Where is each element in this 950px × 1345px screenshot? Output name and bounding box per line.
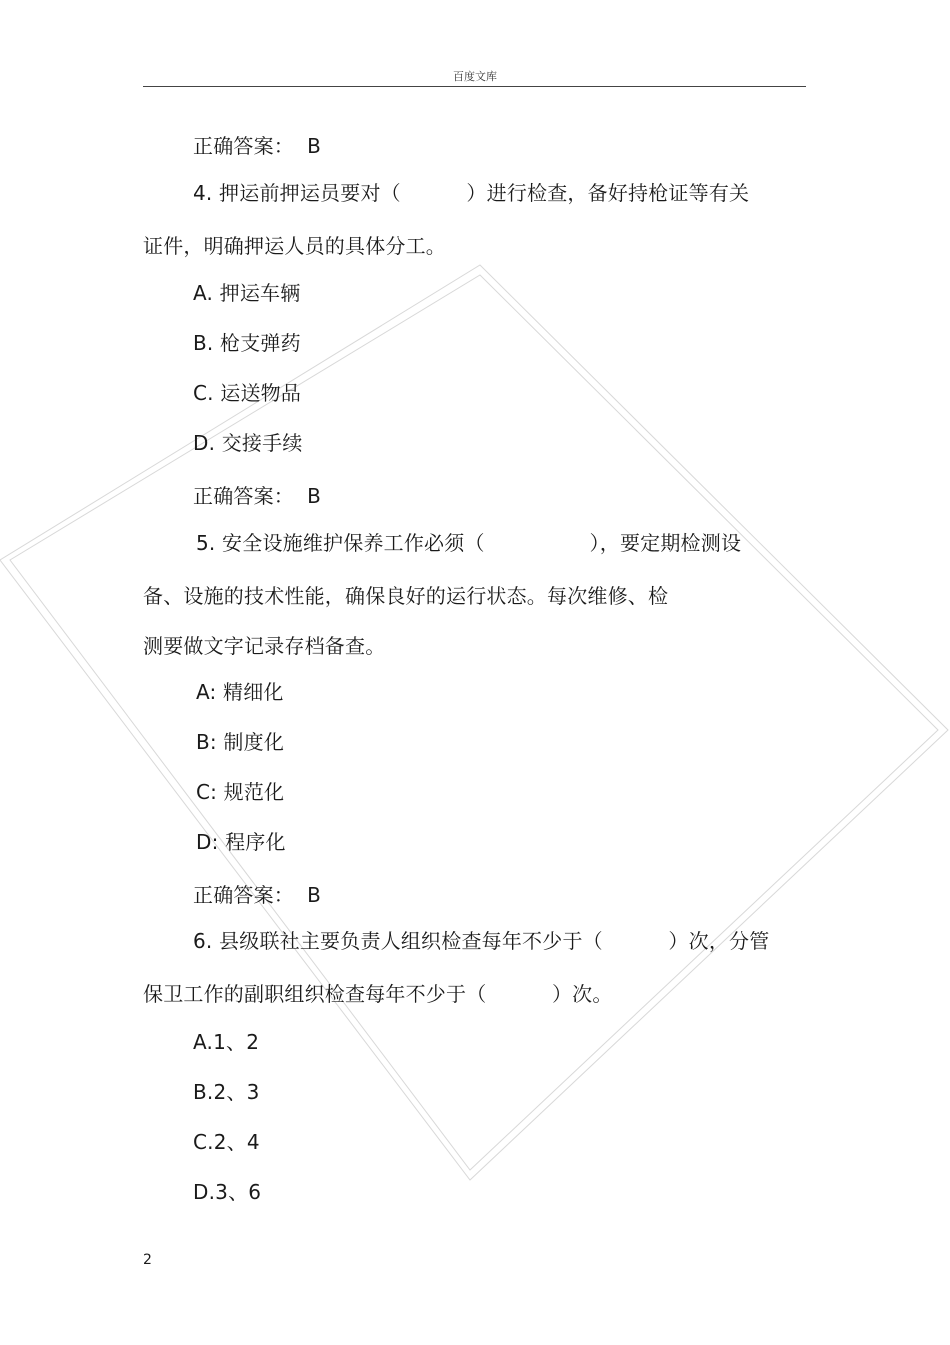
header-title: 百度文库 (453, 70, 497, 83)
header-divider (143, 86, 806, 87)
question-4-line-1: 4. 押运前押运员要对（ ）进行检查，备好持枪证等有关 (193, 181, 750, 205)
option-d: D. 交接手续 (193, 431, 303, 455)
option-a: A.1、2 (193, 1030, 260, 1054)
option-b: B: 制度化 (196, 730, 285, 754)
question-5-line-1: 5. 安全设施维护保养工作必须（ ），要定期检测设 (196, 531, 742, 555)
option-a: A: 精细化 (196, 680, 284, 704)
question-6-line-1: 6. 县级联社主要负责人组织检查每年不少于（ ）次，分管 (193, 929, 770, 953)
option-c: C.2、4 (193, 1130, 260, 1154)
question-4-line-2: 证件，明确押运人员的具体分工。 (143, 234, 446, 258)
option-c: C: 规范化 (196, 780, 285, 804)
option-a: A. 押运车辆 (193, 281, 301, 305)
answer-line: 正确答案： B (193, 134, 322, 158)
page-number: 2 (143, 1252, 152, 1268)
question-5-line-3: 测要做文字记录存档备查。 (143, 634, 386, 658)
answer-line: 正确答案： B (193, 484, 322, 508)
answer-line: 正确答案： B (193, 883, 322, 907)
option-b: B. 枪支弹药 (193, 331, 301, 355)
question-5-line-2: 备、设施的技术性能，确保良好的运行状态。每次维修、检 (143, 584, 669, 608)
question-6-line-2: 保卫工作的副职组织检查每年不少于（ ）次。 (143, 982, 613, 1006)
option-d: D.3、6 (193, 1180, 262, 1204)
option-d: D: 程序化 (196, 830, 286, 854)
option-b: B.2、3 (193, 1080, 260, 1104)
option-c: C. 运送物品 (193, 381, 302, 405)
